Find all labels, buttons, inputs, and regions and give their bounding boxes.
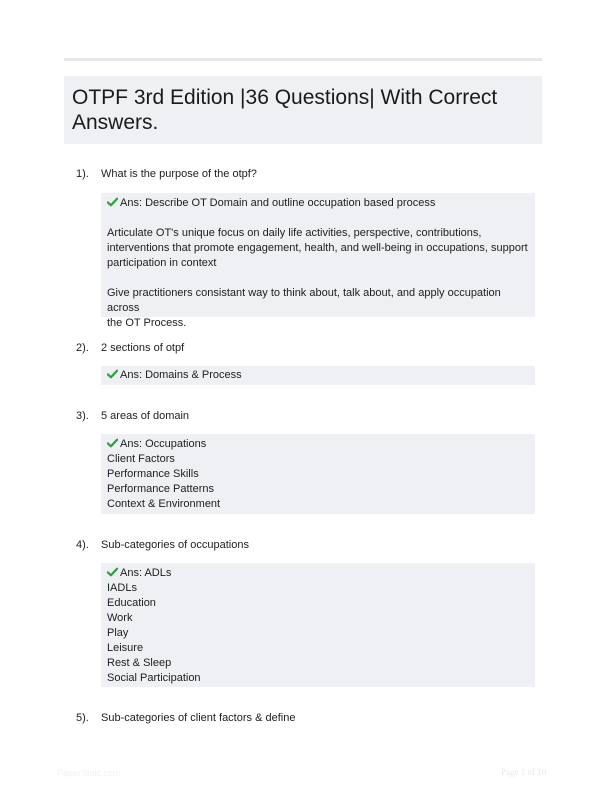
answer-line: Client Factors <box>107 453 175 465</box>
answer-line: Social Participation <box>107 672 201 684</box>
answer-box-1 <box>101 193 535 329</box>
answer-line: Work <box>107 612 133 624</box>
answer-text: Describe OT Domain and outline occupation based process <box>145 197 436 209</box>
question-number: 1). <box>76 168 89 180</box>
answer-line: IADLs <box>107 582 137 594</box>
answer-line: Articulate OT's unique focus on daily life activities, perspective, contributions, <box>107 227 482 239</box>
answer-spacer <box>107 211 529 226</box>
answer-text: ADLs <box>144 567 172 579</box>
answer-line <box>107 566 529 581</box>
question-text: What is the purpose of the otpf? <box>101 168 257 180</box>
question-number: 3). <box>76 410 89 422</box>
title-banner <box>64 76 542 144</box>
answer-text: Domains & Process <box>145 369 242 381</box>
check-icon <box>107 197 118 207</box>
answer-label: Ans: <box>120 369 143 381</box>
answer-line: Give practitioners consistant way to think about, talk about, and apply occupation across <box>107 287 501 314</box>
document-title: OTPF 3rd Edition |36 Questions| With Correct Answers. <box>72 86 498 134</box>
footer-site-watermark: PaperStaic.com <box>57 768 121 778</box>
answer-line <box>107 437 529 452</box>
check-icon <box>107 369 118 379</box>
answer-box-3 <box>101 434 535 514</box>
answer-line <box>107 368 529 383</box>
answer-label: Ans: <box>120 438 143 450</box>
answer-line: Play <box>107 627 129 639</box>
question-text: 2 sections of otpf <box>101 342 185 354</box>
answer-line: Context & Environment <box>107 498 221 510</box>
answer-label: Ans: <box>120 567 143 579</box>
answer-line: Leisure <box>107 642 144 654</box>
check-icon <box>107 438 118 448</box>
question-text: Sub-categories of occupations <box>101 539 249 551</box>
answer-text: Occupations <box>145 438 207 450</box>
footer-page-number: Page 1 of 10 <box>501 767 547 777</box>
question-number: 2). <box>76 342 89 354</box>
answer-line: Performance Skills <box>107 468 199 480</box>
question-number: 4). <box>76 539 89 551</box>
answer-spacer <box>107 271 529 286</box>
answer-line: Education <box>107 597 156 609</box>
answer-line: participation in context <box>107 257 217 269</box>
question-text: 5 areas of domain <box>101 410 190 422</box>
answer-line: Performance Patterns <box>107 483 214 495</box>
answer-line <box>107 196 529 211</box>
top-divider <box>64 58 542 61</box>
answer-line: Rest & Sleep <box>107 657 172 669</box>
question-text: Sub-categories of client factors & define <box>101 712 296 724</box>
answer-box-2 <box>101 366 535 385</box>
check-icon <box>107 567 118 577</box>
question-number: 5). <box>76 712 89 724</box>
answer-line: the OT Process. <box>107 317 187 329</box>
answer-line: interventions that promote engagement, health, and well-being in occupations, support <box>107 242 528 254</box>
answer-box-4 <box>101 563 535 687</box>
answer-label: Ans: <box>120 197 143 209</box>
